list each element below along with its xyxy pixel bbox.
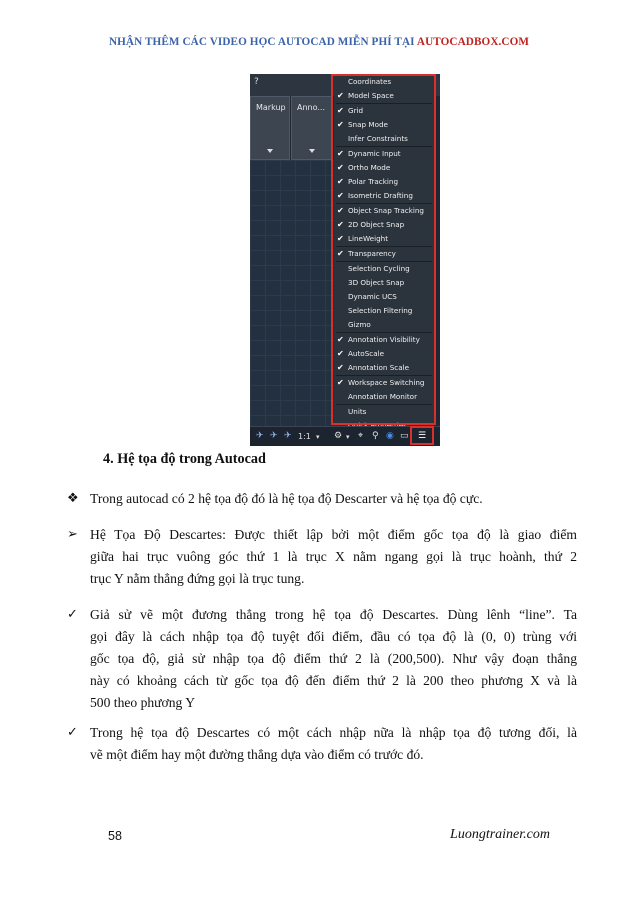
- section-title: 4. Hệ tọa độ trong Autocad: [103, 451, 266, 467]
- scale-dropdown[interactable]: 1:1: [298, 432, 311, 441]
- footer-site: Luongtrainer.com: [450, 827, 550, 842]
- workspace-icon[interactable]: ⌖: [358, 431, 364, 441]
- ribbon-panel-label: Anno...: [297, 103, 325, 112]
- menu-item-label: Dynamic Input: [348, 149, 401, 158]
- menu-item-label: LineWeight: [348, 234, 389, 243]
- menu-item-label: Isometric Drafting: [348, 191, 413, 200]
- checkmark-icon: ✔: [337, 249, 344, 258]
- chevron-down-icon[interactable]: ▾: [346, 433, 350, 441]
- menu-item-label: AutoScale: [348, 349, 385, 358]
- paragraph-line: trục Y nằm thẳng đứng gọi là trục tung.: [90, 571, 305, 586]
- paragraph-line: giữa hai trục vuông góc thứ 1 là trục X nằm ngang gọi là trục hoành, thứ 2: [90, 549, 577, 564]
- checkmark-icon: ✔: [337, 234, 344, 243]
- autoscale-icon[interactable]: ✈: [284, 431, 292, 441]
- paragraph-line: Trong autocad có 2 hệ tọa độ đó là hệ tọa độ Descarter và hệ tọa độ cực.: [90, 491, 483, 506]
- menu-item-label: Polar Tracking: [348, 177, 399, 186]
- paragraph-line: 500 theo phương Y: [90, 695, 196, 710]
- menu-item-label: Selection Filtering: [348, 306, 413, 315]
- menu-item-label: 2D Object Snap: [348, 220, 405, 229]
- ribbon-panel-label: Markup: [256, 103, 286, 112]
- menu-item-label: Annotation Monitor: [348, 392, 418, 401]
- paragraph-line: gọi đây là cách nhập tọa độ tuyệt đối điểm, đầu có tọa độ là (0, 0) trùng với: [90, 629, 577, 644]
- checkmark-icon: ✔: [337, 206, 344, 215]
- bullet-icon: ✓: [67, 606, 78, 621]
- paragraph-line: Hệ Tọa Độ Descartes: Được thiết lập bởi một điểm gốc tọa độ là giao điểm: [90, 527, 577, 542]
- paragraph-line: gốc tọa độ, giả sử nhập tọa độ điểm thứ 2 là (200,500). Như vậy đoạn thẳng: [90, 651, 577, 666]
- paragraph-line: Trong hệ tọa độ Descartes có một cách nhập nữa là nhập tọa độ tương đối, là: [90, 725, 577, 740]
- paragraph-line: này có khoảng cách từ gốc tọa độ đến điểm thứ 2 là 200 theo phương X và là: [90, 673, 577, 688]
- menu-item-label: Dynamic UCS: [348, 292, 397, 301]
- checkmark-icon: ✔: [337, 163, 344, 172]
- menu-item-label: 3D Object Snap: [348, 278, 405, 287]
- clean-screen-icon[interactable]: ▭: [400, 431, 409, 441]
- chevron-down-icon[interactable]: ▾: [316, 433, 320, 441]
- menu-item-label: Ortho Mode: [348, 163, 391, 172]
- checkmark-icon: ✔: [337, 120, 344, 129]
- checkmark-icon: ✔: [337, 363, 344, 372]
- menu-item-label: Selection Cycling: [348, 264, 410, 273]
- ribbon-panel-markup[interactable]: [250, 96, 290, 160]
- isolate-icon[interactable]: ⚲: [372, 431, 379, 441]
- hardware-acceleration-icon[interactable]: ◉: [386, 431, 394, 441]
- menu-item-label: Coordinates: [348, 77, 392, 86]
- menu-item-label: Gizmo: [348, 320, 371, 329]
- menu-item-label: Workspace Switching: [348, 378, 425, 387]
- bullet-icon: ➢: [67, 526, 78, 541]
- menu-item-label: Model Space: [348, 91, 394, 100]
- autocad-screenshot: [250, 74, 440, 446]
- drawing-area[interactable]: [250, 160, 334, 430]
- bullet-icon: ❖: [67, 490, 79, 505]
- ribbon-panel-annotation[interactable]: [291, 96, 333, 160]
- checkmark-icon: ✔: [337, 220, 344, 229]
- checkmark-icon: ✔: [337, 91, 344, 100]
- menu-highlight-box: [331, 74, 436, 425]
- checkmark-icon: ✔: [337, 149, 344, 158]
- checkmark-icon: ✔: [337, 177, 344, 186]
- header-prefix: NHẬN THÊM CÁC VIDEO HỌC AUTOCAD MIỄN PHÍ TẠI: [108, 36, 415, 48]
- checkmark-icon: ✔: [337, 106, 344, 115]
- help-icon[interactable]: ?: [254, 77, 259, 87]
- gear-icon[interactable]: ⚙: [334, 431, 343, 441]
- paragraph-line: Giả sử vẽ một đương thẳng trong hệ tọa độ Descartes. Dùng lênh “line”. Ta: [90, 607, 577, 622]
- annotation-scale-icon[interactable]: ✈: [256, 431, 264, 441]
- checkmark-icon: ✔: [337, 349, 344, 358]
- checkmark-icon: ✔: [337, 378, 344, 387]
- menu-item-label: Transparency: [348, 249, 396, 258]
- customization-menu-icon[interactable]: ☰: [418, 431, 427, 441]
- page-number: 58: [108, 829, 122, 843]
- menu-item-label: Snap Mode: [348, 120, 388, 129]
- header-site[interactable]: AUTOCADBOX.COM: [416, 36, 530, 48]
- annotation-visibility-icon[interactable]: ✈: [270, 431, 278, 441]
- menu-item-label: Annotation Scale: [348, 363, 410, 372]
- bullet-icon: ✓: [67, 724, 78, 739]
- menu-item-label: Object Snap Tracking: [348, 206, 424, 215]
- checkmark-icon: ✔: [337, 335, 344, 344]
- menu-item-label: Grid: [348, 106, 364, 115]
- menu-item-label: Infer Constraints: [348, 134, 408, 143]
- chevron-down-icon: [267, 149, 273, 153]
- menu-item-label: Units: [348, 407, 367, 416]
- chevron-down-icon: [309, 149, 315, 153]
- paragraph-line: vẽ một điểm hay một đường thẳng dựa vào điểm có trước đó.: [90, 747, 424, 762]
- menu-item-label: Annotation Visibility: [348, 335, 420, 344]
- checkmark-icon: ✔: [337, 191, 344, 200]
- customization-button-highlight: [410, 426, 434, 445]
- page-header: [0, 36, 638, 48]
